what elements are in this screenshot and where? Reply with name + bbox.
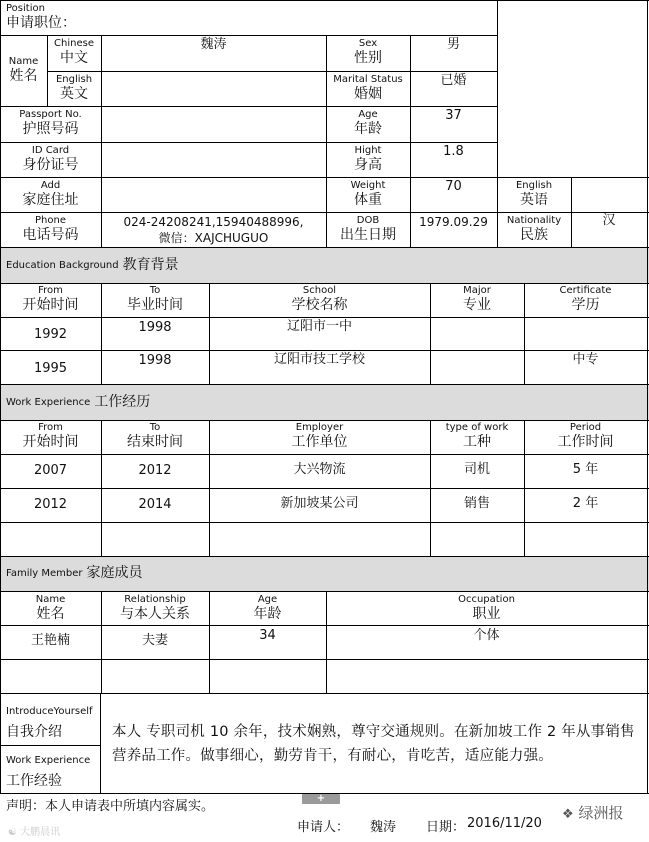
self-introduction-text: 本人 专职司机 10 余年，技术娴熟，尊守交通规则。在新加坡工作 2 年从事销售营养品工作。做事细心，勤劳肯干，有耐心，肯吃苦，适应能力强。 (112, 724, 635, 764)
age-value: 37 (445, 108, 462, 123)
family-section-title (6, 556, 143, 591)
family-header-name (0, 594, 101, 623)
work-experience-label (6, 755, 90, 790)
address-label-en: Add (40, 180, 61, 191)
education-title-en: Education Background (6, 259, 119, 271)
english-label (47, 74, 101, 103)
edu-cell-to: 1998 (138, 353, 172, 368)
expand-button[interactable]: + (302, 794, 340, 804)
work-title-en: Work Experience (6, 396, 91, 408)
address-label (0, 180, 101, 209)
name-label (0, 56, 47, 85)
sex-label-cn: 性别 (354, 50, 382, 66)
passport-label-cn: 护照号码 (22, 121, 79, 137)
marital-status-value: 已婚 (440, 73, 467, 88)
chinese-label (47, 38, 101, 67)
phone-label (0, 215, 101, 244)
work-header-type (430, 422, 524, 451)
edu-cell-to: 1998 (138, 320, 172, 335)
name-label-en: Name (8, 56, 39, 67)
work-cell-type: 司机 (463, 462, 490, 477)
phone-value-line1: 024-24208241,15940488996, (123, 215, 304, 229)
edu-header-school-cn: 学校名称 (291, 297, 348, 313)
work-header-type-cn: 工种 (463, 434, 491, 450)
work-cell-type: 销售 (463, 496, 490, 511)
work-header-to-en: To (149, 422, 161, 433)
edu-header-certificate (524, 285, 647, 314)
height-label (326, 145, 410, 174)
watermark-small-text: 大鹏晨讯 (20, 827, 61, 838)
marital-status-label-cn: 婚姻 (354, 86, 382, 102)
dob-value: 1979.09.29 (419, 215, 488, 229)
weight-value: 70 (445, 179, 462, 194)
edu-header-to (101, 285, 209, 314)
edu-cell-from: 1992 (33, 327, 68, 342)
phone-label-cn: 电话号码 (22, 227, 79, 243)
edu-cell-school: 辽阳市技工学校 (273, 352, 365, 367)
dob-label (326, 215, 410, 244)
edu-header-from-cn: 开始时间 (22, 297, 79, 313)
work-cell-period: 5 年 (572, 462, 599, 477)
family-header-occupation-en: Occupation (458, 594, 515, 605)
age-label-cn: 年龄 (354, 121, 382, 137)
family-header-name-cn: 姓名 (36, 606, 65, 622)
nationality-label-cn: 民族 (520, 227, 548, 243)
edu-header-school (209, 285, 430, 314)
edu-header-to-cn: 毕业时间 (127, 297, 183, 313)
watermark-brand-text: 绿洲报 (578, 804, 624, 822)
work-section-title (6, 384, 150, 420)
family-header-name-en: Name (35, 594, 66, 605)
work-header-to-cn: 结束时间 (127, 434, 183, 450)
passport-label-en: Passport No. (19, 109, 82, 120)
work-header-to (101, 422, 209, 451)
work-cell-from: 2007 (33, 463, 68, 478)
date-label: 日期： (426, 820, 466, 835)
phone-label-en: Phone (35, 215, 66, 226)
position-label-en: Position (6, 3, 45, 14)
wechat-icon: ❖ (562, 807, 574, 822)
family-title-cn: 家庭成员 (86, 565, 143, 581)
id-card-label-cn: 身份证号 (22, 157, 79, 173)
height-value: 1.8 (443, 144, 464, 159)
id-card-label-en: ID Card (31, 145, 70, 156)
work-header-employer-cn: 工作单位 (291, 434, 348, 450)
marital-status-label-en: Marital Status (333, 74, 403, 85)
education-section-title (6, 247, 179, 283)
work-cell-from: 2012 (33, 497, 68, 512)
family-cell-age: 34 (259, 628, 276, 643)
watermark-small (8, 823, 60, 838)
work-header-from-en: From (38, 422, 63, 433)
introduce-label-cn: 自我介绍 (6, 724, 62, 740)
position-label-cn: 申请职位： (6, 15, 76, 31)
phone-value (101, 214, 326, 246)
edu-header-to-en: To (149, 285, 161, 296)
age-label-en: Age (358, 109, 378, 120)
watermark-brand (562, 802, 623, 823)
work-experience-label-en: Work Experience (6, 755, 91, 766)
family-header-relationship (101, 594, 209, 623)
phone-value-line2: 微信：XAJCHUGUO (158, 231, 269, 245)
nationality-label (497, 215, 571, 244)
family-header-age-cn: 年龄 (253, 606, 282, 622)
introduce-label-en: IntroduceYourself (6, 706, 93, 717)
family-header-age (209, 594, 326, 623)
edu-cell-from: 1995 (33, 361, 68, 376)
english-level-label-cn: 英语 (520, 192, 548, 208)
height-label-en: Hight (354, 145, 382, 156)
weight-label-cn: 体重 (354, 192, 382, 208)
introduce-yourself-label (6, 706, 93, 741)
height-label-cn: 身高 (354, 157, 382, 173)
work-cell-employer: 大兴物流 (293, 462, 346, 477)
sex-label (326, 38, 410, 67)
work-title-cn: 工作经历 (94, 393, 151, 410)
work-header-from (0, 422, 101, 451)
sex-value: 男 (446, 37, 460, 52)
education-title-cn: 教育背景 (122, 256, 179, 273)
declaration-text: 声明：本人申请表中所填内容属实。 (6, 799, 215, 814)
edu-header-school-en: School (302, 285, 337, 296)
chinese-label-cn: 中文 (60, 50, 88, 66)
family-header-relationship-en: Relationship (124, 594, 186, 605)
watermark-small-logo-icon: ☯ (8, 827, 17, 838)
family-cell-name: 王艳楠 (30, 633, 70, 648)
family-cell-occupation: 个体 (473, 628, 500, 643)
chinese-label-en: Chinese (54, 38, 94, 49)
work-cell-to: 2014 (138, 497, 172, 512)
work-header-period (524, 422, 647, 451)
work-header-type-en: type of work (445, 422, 509, 433)
family-title-en: Family Member (6, 568, 83, 579)
address-label-cn: 家庭住址 (22, 192, 79, 208)
sex-label-en: Sex (358, 38, 378, 49)
age-label (326, 109, 410, 138)
edu-header-from (0, 285, 101, 314)
marital-status-label (326, 74, 410, 103)
work-header-employer (209, 422, 430, 451)
applicant-value: 魏涛 (370, 820, 397, 835)
dob-label-en: DOB (356, 215, 380, 226)
nationality-label-en: Nationality (506, 215, 562, 226)
id-card-label (0, 145, 101, 174)
edu-cell-school: 辽阳市一中 (286, 319, 352, 334)
work-experience-label-cn: 工作经验 (6, 773, 62, 789)
position-field (6, 3, 76, 32)
dob-label-cn: 出生日期 (340, 227, 396, 243)
family-header-relationship-cn: 与本人关系 (120, 606, 190, 622)
work-header-employer-en: Employer (295, 422, 344, 433)
name-label-cn: 姓名 (9, 68, 38, 84)
edu-header-certificate-en: Certificate (559, 285, 612, 296)
work-header-from-cn: 开始时间 (22, 434, 79, 450)
passport-label (0, 109, 101, 138)
edu-header-certificate-cn: 学历 (571, 297, 600, 313)
english-level-label-en: English (515, 180, 553, 191)
weight-label-en: Weight (350, 180, 386, 191)
applicant-label: 申请人： (297, 820, 350, 835)
edu-header-major (430, 285, 524, 314)
work-header-period-cn: 工作时间 (557, 434, 614, 450)
english-level-label (497, 180, 571, 209)
nationality-value: 汉 (602, 213, 616, 228)
date-value: 2016/11/20 (467, 816, 542, 831)
english-label-cn: 英文 (60, 86, 88, 102)
edu-header-from-en: From (38, 285, 63, 296)
edu-cell-certificate: 中专 (572, 352, 599, 367)
family-header-occupation (326, 594, 647, 623)
family-header-age-en: Age (257, 594, 278, 605)
weight-label (326, 180, 410, 209)
family-cell-relationship: 夫妻 (141, 633, 168, 648)
work-header-period-en: Period (569, 422, 602, 433)
work-cell-period: 2 年 (572, 496, 599, 511)
english-label-en: English (55, 74, 93, 85)
chinese-name-value: 魏涛 (200, 37, 227, 52)
work-cell-to: 2012 (138, 463, 172, 478)
family-header-occupation-cn: 职业 (472, 606, 501, 622)
work-cell-employer: 新加坡某公司 (280, 496, 359, 511)
edu-header-major-en: Major (463, 285, 491, 296)
edu-header-major-cn: 专业 (463, 297, 491, 313)
